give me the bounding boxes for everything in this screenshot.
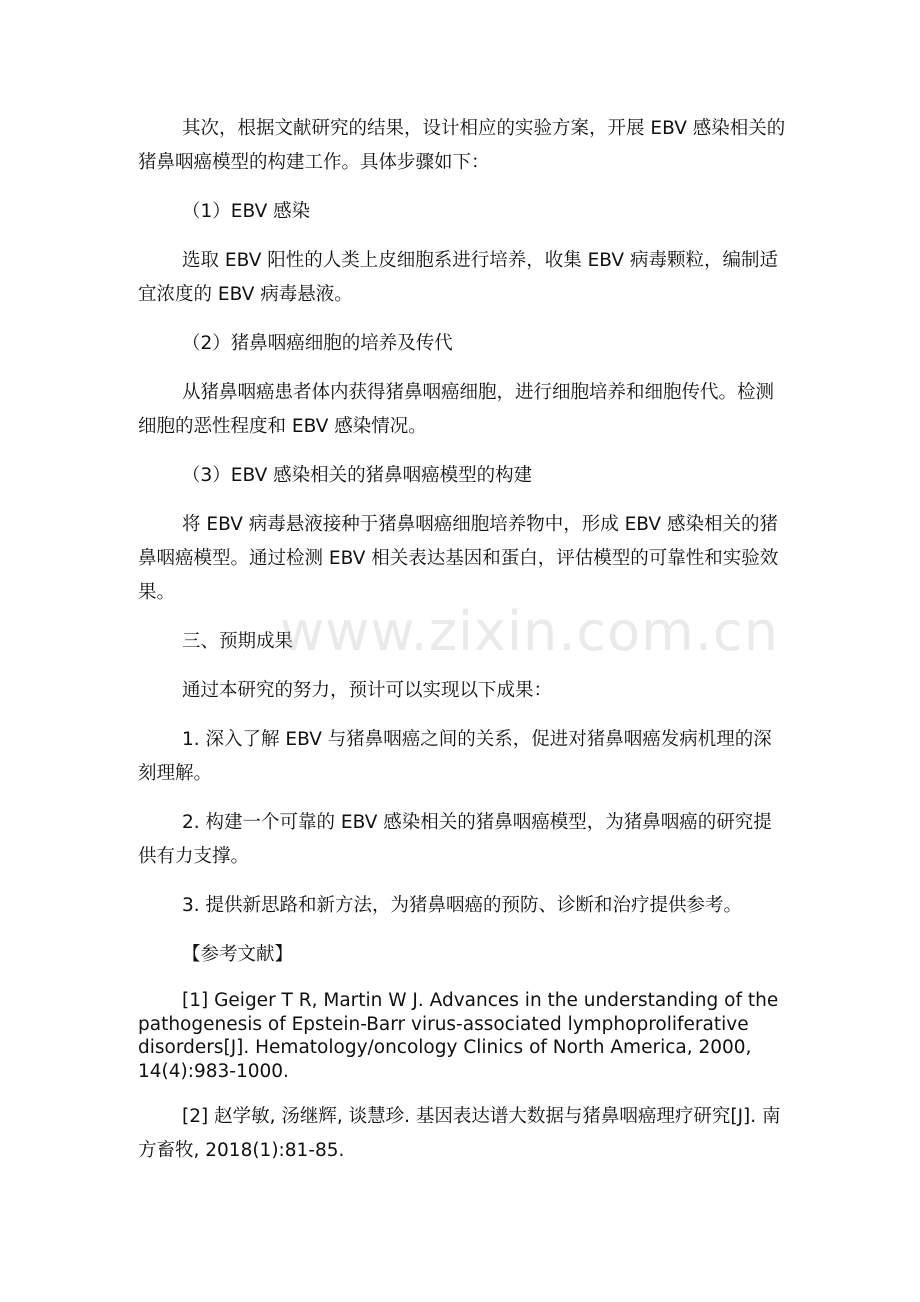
step-1-text: 选取 EBV 阳性的人类上皮细胞系进行培养，收集 EBV 病毒颗粒，编制适宜浓度的 EBV 病毒悬液。 xyxy=(138,250,778,305)
result-item-2: 2. 构建一个可靠的 EBV 感染相关的猪鼻咽癌模型，为猪鼻咽癌的研究提供有力支撑。 xyxy=(138,812,772,867)
step-1-heading: （1）EBV 感染 xyxy=(182,201,311,222)
section-heading-expected-results: 三、预期成果 xyxy=(182,631,294,652)
reference-item-2: [2] 赵学敏, 汤继辉, 谈慧珍. 基因表达谱大数据与猪鼻咽癌理疗研究[J]. 南方畜牧, 2018(1):81-85. xyxy=(138,1106,781,1161)
references-heading: 【参考文献】 xyxy=(182,944,294,965)
step-3-text: 将 EBV 病毒悬液接种于猪鼻咽癌细胞培养物中，形成 EBV 感染相关的猪鼻咽癌模型。通过检测 EBV 相关表达基因和蛋白，评估模型的可靠性和实验效果。 xyxy=(138,514,779,603)
result-item-1: 1. 深入了解 EBV 与猪鼻咽癌之间的关系，促进对猪鼻咽癌发病机理的深刻理解。 xyxy=(138,729,772,784)
step-2-heading: （2）猪鼻咽癌细胞的培养及传代 xyxy=(182,333,453,354)
document-body xyxy=(138,112,788,1168)
watermark-text: www.zixin.com.cn xyxy=(280,600,779,663)
step-2-text: 从猪鼻咽癌患者体内获得猪鼻咽癌细胞，进行细胞培养和细胞传代。检测细胞的恶性程度和 EBV 感染情况。 xyxy=(138,382,775,437)
paragraph-method-intro: 其次，根据文献研究的结果，设计相应的实验方案，开展 EBV 感染相关的猪鼻咽癌模型的构建工作。具体步骤如下： xyxy=(138,118,786,173)
step-3-heading: （3）EBV 感染相关的猪鼻咽癌模型的构建 xyxy=(182,465,533,486)
results-intro: 通过本研究的努力，预计可以实现以下成果： xyxy=(182,680,553,701)
result-item-3: 3. 提供新思路和新方法，为猪鼻咽癌的预防、诊断和治疗提供参考。 xyxy=(182,895,743,916)
reference-item-1: [1] Geiger T R, Martin W J. Advances in the understanding of the pathogenesis of Epstein-Barr virus-associated lymphoproliferative disorders[J]. Hematology/oncology Clinics of North America, 2000, 14(4):983-1000. xyxy=(138,990,779,1082)
